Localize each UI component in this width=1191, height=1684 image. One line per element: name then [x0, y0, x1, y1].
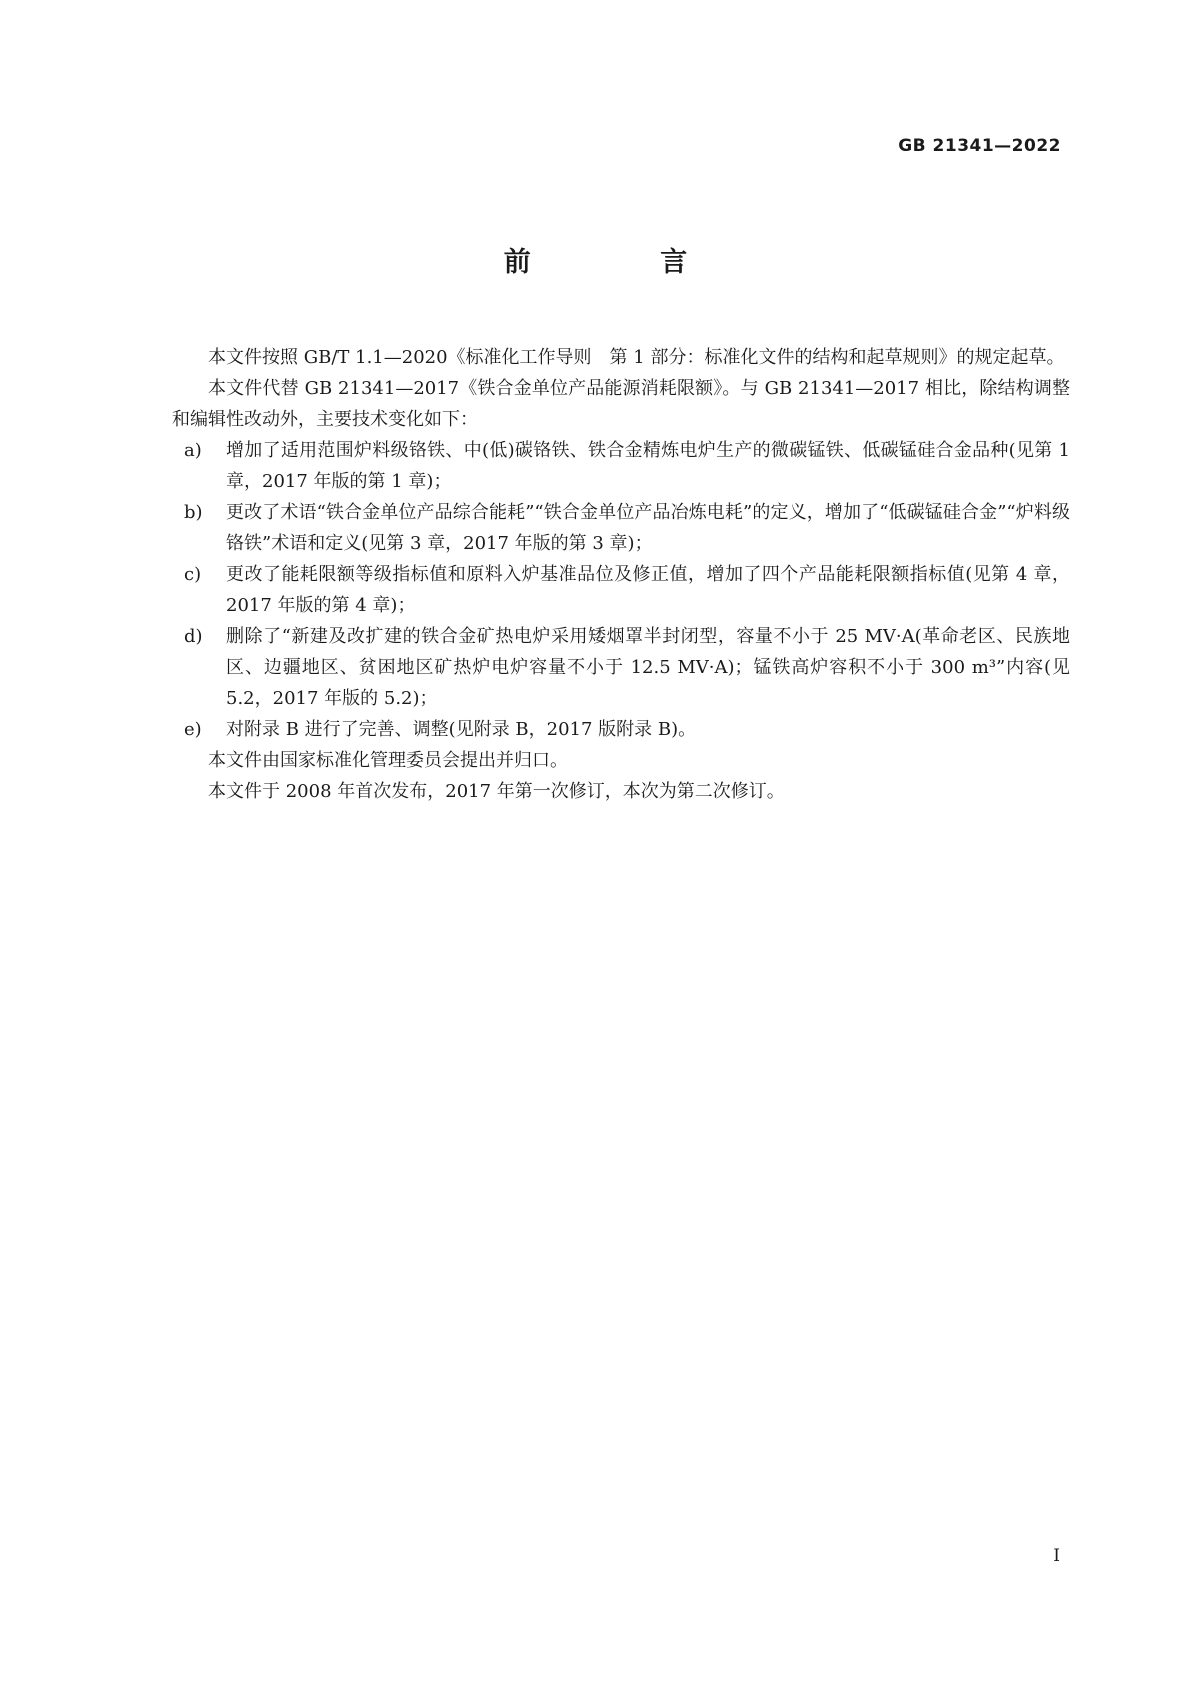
paragraph: 本文件由国家标准化管理委员会提出并归口。	[208, 750, 568, 771]
list-marker: e)	[184, 719, 202, 740]
paragraph: 本文件按照 GB/T 1.1—2020《标准化工作导则 第 1 部分：标准化文件的结构和起草规则》的规定起草。	[208, 347, 1065, 368]
document-body	[172, 342, 1070, 807]
list-text: 对附录 B 进行了完善、调整(见附录 B，2017 版附录 B)。	[226, 719, 697, 740]
list-text: 删除了“新建及改扩建的铁合金矿热电炉采用矮烟罩半封闭型，容量不小于 25 MV·A(革命老区、民族地区、边疆地区、贫困地区矿热炉电炉容量不小于 12.5 MV·A)；锰铁高炉容积不小于 300 m³”内容(见 5.2，2017 年版的 5.2)；	[226, 626, 1070, 709]
list-marker: c)	[184, 564, 202, 585]
list-item	[172, 621, 1070, 714]
standard-code: GB 21341—2022	[898, 136, 1061, 156]
list-marker: b)	[184, 502, 203, 523]
paragraph: 本文件代替 GB 21341—2017《铁合金单位产品能源消耗限额》。与 GB 21341—2017 相比，除结构调整和编辑性改动外，主要技术变化如下：	[172, 378, 1070, 430]
list-item	[172, 497, 1070, 559]
list-text: 更改了术语“铁合金单位产品综合能耗”“铁合金单位产品冶炼电耗”的定义，增加了“低碳锰硅合金”“炉料级铬铁”术语和定义(见第 3 章，2017 年版的第 3 章)；	[226, 502, 1070, 554]
list-marker: a)	[184, 440, 202, 461]
list-marker: d)	[184, 626, 203, 647]
list-text: 增加了适用范围炉料级铬铁、中(低)碳铬铁、铁合金精炼电炉生产的微碳锰铁、低碳锰硅合金品种(见第 1 章，2017 年版的第 1 章)；	[226, 440, 1070, 492]
page-title: 前 言	[503, 247, 748, 278]
page-number: I	[1053, 1546, 1060, 1566]
paragraph: 本文件于 2008 年首次发布，2017 年第一次修订，本次为第二次修订。	[208, 781, 785, 802]
list-item	[172, 714, 1070, 745]
list-item	[172, 559, 1070, 621]
list-text: 更改了能耗限额等级指标值和原料入炉基准品位及修正值，增加了四个产品能耗限额指标值(见第 4 章，2017 年版的第 4 章)；	[226, 564, 1070, 616]
list-item	[172, 435, 1070, 497]
